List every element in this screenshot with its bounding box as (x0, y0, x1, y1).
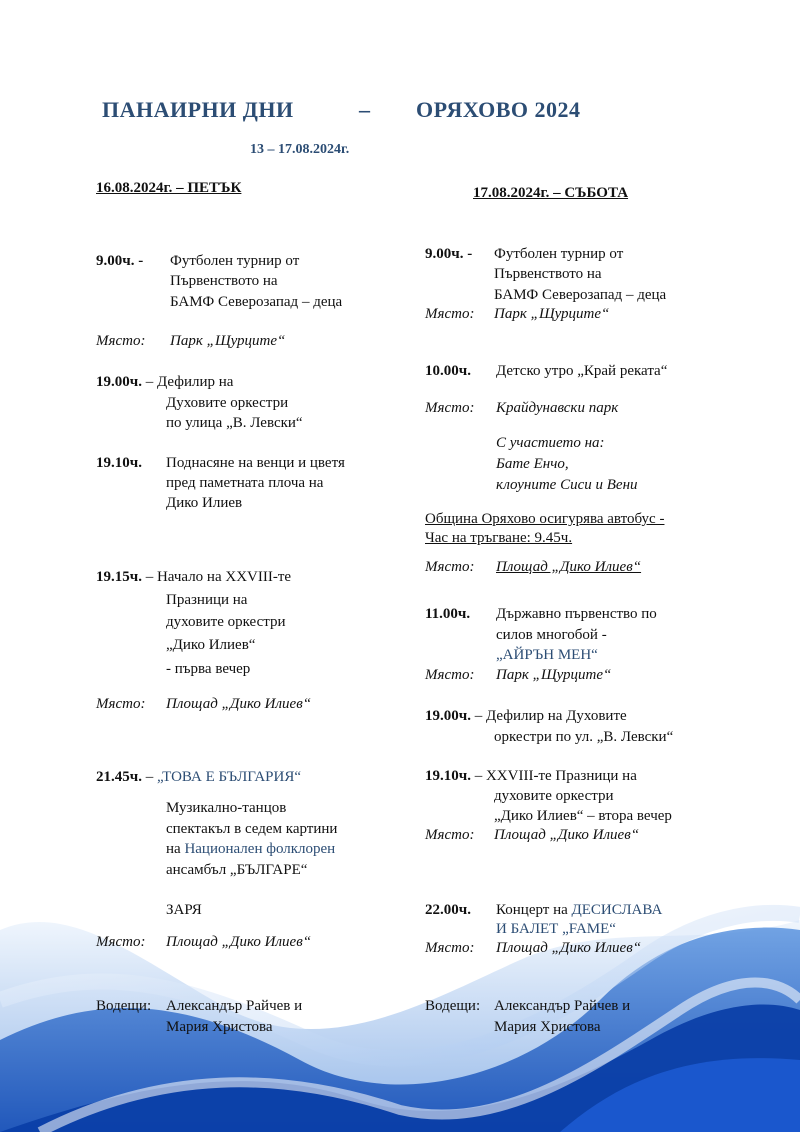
day1-e5-line2: Музикално-танцов (166, 800, 287, 816)
day1-e4-line1 (96, 566, 291, 589)
event-time: 22.00ч. (425, 902, 471, 918)
page-title (102, 97, 581, 123)
place-value: Площад „Дико Илиев“ (494, 827, 640, 843)
day1-e5-line4 (166, 838, 335, 861)
place-value: Площад „Дико Илиев“ (166, 696, 312, 712)
day1-e4-line3: духовите оркестри (166, 614, 286, 630)
day2-participants-1: С участието на: (496, 435, 605, 451)
event-time: 19.00ч. (96, 374, 142, 390)
place-label: Място: (425, 940, 475, 956)
title-right: ОРЯХОВО 2024 (416, 97, 581, 122)
day2-bus-line2: Час на тръгване: 9.45ч. (425, 530, 573, 546)
day1-e3-line1: Поднасяне на венци и цветя (166, 455, 345, 471)
day1-heading: 16.08.2024г. – ПЕТЪК (96, 180, 242, 196)
day2-place5 (425, 824, 639, 847)
day2-e1-time: 9.00ч. - (425, 246, 473, 262)
day1-e5-line5: ансамбъл „БЪЛГАРЕ“ (166, 862, 308, 878)
place-label: Място: (425, 559, 475, 575)
event-title: Концерт на (496, 902, 572, 918)
place-label: Място: (425, 306, 475, 322)
day1-e3-line2: пред паметната плоча на (166, 475, 324, 491)
title-dash: – (359, 97, 371, 122)
day1-e4-line5: - първа вечер (166, 661, 251, 677)
day1-e4-line2: Празници на (166, 592, 248, 608)
day1-hosts-line1 (96, 995, 302, 1018)
day2-e3-line1: Държавно първенство по (496, 606, 657, 622)
day2-participants-3: клоуните Сиси и Вени (496, 477, 638, 493)
day2-e5-line2: духовите оркестри (494, 788, 614, 804)
place-value: Парк „Щурците“ (494, 306, 610, 322)
day2-e6-line2: И БАЛЕТ „FAME“ (496, 921, 616, 937)
day2-e4-line1 (425, 705, 627, 728)
hosts-name1: Александър Райчев и (494, 998, 631, 1014)
day2-e5-line3: „Дико Илиев“ – втора вечер (494, 808, 672, 824)
place-label: Място: (425, 400, 475, 416)
place-value: Крайдунавски парк (496, 400, 619, 416)
hosts-name1: Александър Райчев и (166, 998, 303, 1014)
event-title: – Начало на XXVIII-те (145, 569, 292, 585)
day1-e3-line3: Дико Илиев (166, 495, 243, 511)
day1-e2-line2: Духовите оркестри (166, 395, 289, 411)
day1-e1-line2: Първенството на (170, 273, 278, 289)
day2-hosts-line1 (425, 995, 630, 1018)
event-time: 19.10ч. (425, 768, 471, 784)
place-label: Място: (96, 333, 146, 349)
day1-place2 (96, 693, 311, 716)
performer-name: ДЕСИСЛАВА (571, 902, 663, 918)
day2-place2 (425, 397, 618, 420)
day2-e4-line2: оркестри по ул. „В. Левски“ (494, 729, 674, 745)
day1-e1-line1: Футболен турнир от (170, 253, 300, 269)
place-value: Парк „Щурците“ (170, 333, 286, 349)
hosts-label: Водещи: (425, 998, 481, 1014)
day1-e5-line3: спектакъл в седем картини (166, 821, 338, 837)
text-prefix: на (166, 841, 185, 857)
day1-e1-time: 9.00ч. - (96, 253, 144, 269)
place-value: Площад „Дико Илиев“ (166, 934, 312, 950)
place-label: Място: (425, 827, 475, 843)
day1-e4-line4: „Дико Илиев“ (166, 637, 256, 653)
hosts-label: Водещи: (96, 998, 152, 1014)
event-title: – Дефилир на Духовите (474, 708, 627, 724)
day2-e3-time: 11.00ч. (425, 606, 471, 622)
day1-e2-line1 (96, 371, 233, 394)
day2-place3 (425, 556, 641, 579)
event-time: 21.45ч. (96, 769, 142, 785)
day1-e3-time: 19.10ч. (96, 455, 142, 471)
event-title: „ТОВА Е БЪЛГАРИЯ“ (156, 769, 301, 785)
day1-hosts-line2: Мария Христова (166, 1019, 273, 1035)
day2-e3-line2: силов многобой - (496, 627, 607, 643)
day1-e5-line1 (96, 766, 301, 789)
day2-e2-time: 10.00ч. (425, 363, 471, 379)
event-title: – Дефилир на (145, 374, 234, 390)
day1-e5-line6: ЗАРЯ (166, 902, 202, 918)
place-value: Парк „Щурците“ (496, 667, 612, 683)
event-title: – XXVIII-те Празници на (474, 768, 637, 784)
festival-dates: 13 – 17.08.2024г. (250, 142, 350, 157)
day2-e1-line2: Първенството на (494, 266, 602, 282)
title-left: ПАНАИРНИ ДНИ (102, 97, 294, 122)
day2-heading: 17.08.2024г. – СЪБОТА (473, 185, 629, 201)
place-value: Площад „Дико Илиев“ (496, 940, 642, 956)
event-dash: – (145, 769, 157, 785)
day2-bus-line1: Община Оряхово осигурява автобус - (425, 511, 665, 527)
place-value: Площад „Дико Илиев“ (496, 559, 642, 575)
day2-place4 (425, 664, 611, 687)
day2-place1 (425, 303, 609, 326)
day2-hosts-line2: Мария Христова (494, 1019, 601, 1035)
day1-e1-line3: БАМФ Северозапад – деца (170, 294, 343, 310)
day2-e2-line1: Детско утро „Край реката“ (496, 363, 668, 379)
day2-e3-line3: „АЙРЪН МЕН“ (496, 647, 598, 663)
day1-place3 (96, 931, 311, 954)
day1-e2-line3: по улица „В. Левски“ (166, 415, 303, 431)
ensemble-name: Национален фолклорен (184, 841, 336, 857)
place-label: Място: (96, 934, 146, 950)
event-time: 19.00ч. (425, 708, 471, 724)
day2-place6 (425, 937, 641, 960)
day2-participants-2: Бате Енчо, (496, 456, 569, 472)
place-label: Място: (96, 696, 146, 712)
day1-place1 (96, 330, 285, 353)
day2-e1-line3: БАМФ Северозапад – деца (494, 287, 667, 303)
place-label: Място: (425, 667, 475, 683)
day2-e1-line1: Футболен турнир от (494, 246, 624, 262)
event-time: 19.15ч. (96, 569, 142, 585)
